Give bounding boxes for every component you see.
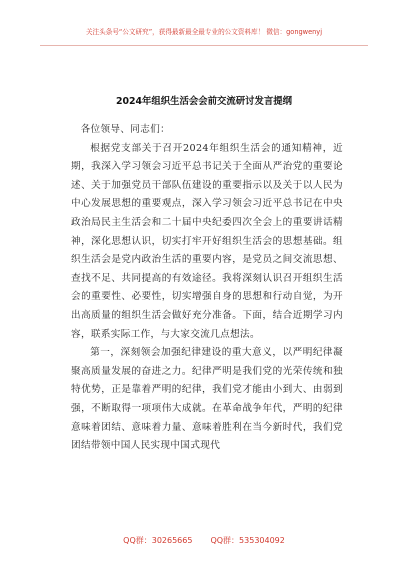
paragraph-first-point: 第一，深刻领会加强纪律建设的重大意义，以严明纪律凝聚高质量发展的奋进之力。纪律严明是我们党的光荣传统和独特优势，正是靠着严明的纪律，我们党才能由小到大、由弱到强，不断取得一项项伟大成就。在革命战争年代，严明的纪律意味着团结、意味着力量、意味着胜利在当今新时代，我们党团结带领中国人民实现中国式现代	[71, 347, 343, 452]
document-title: 2024年组织生活会会前交流研讨发言提纲	[115, 96, 293, 107]
document-body	[71, 121, 343, 456]
header-divider	[40, 45, 368, 46]
footer-qq-group-2: QQ群：535304092	[210, 536, 285, 545]
paragraph-intro: 根据党支部关于召开2024年组织生活会的通知精神，近期，我深入学习领会习近平总书记关于全面从严治党的重要论述、关于加强党员干部队伍建设的重要指示以及关于以人民为中心发展思想的重要观点，深入学习领会习近平总书记在中央政治局民主生活会和二十届中央纪委四次全会上的重要讲话精神，深化思想认识，切实打牢开好组织生活会的思想基础。组织生活会是党内政治生活的重要内容，是党员之间交流思想、查找不足、共同提高的有效途径。我将深刻认识召开组织生活会的重要性、必要性，切实增强自身的思想和行动自觉，为开出高质量的组织生活会做好充分准备。下面，结合近期学习内容，联系实际工作，与大家交流几点想法。	[71, 142, 343, 340]
footer-qq-group-1: QQ群：30265665	[123, 536, 193, 545]
footer	[0, 535, 408, 547]
top-banner: 关注头条号“公文研究”，获得最新最全最专业的公文资料库！ 微信：gongwenyj	[85, 28, 323, 36]
salutation: 各位领导、同志们：	[80, 124, 171, 135]
